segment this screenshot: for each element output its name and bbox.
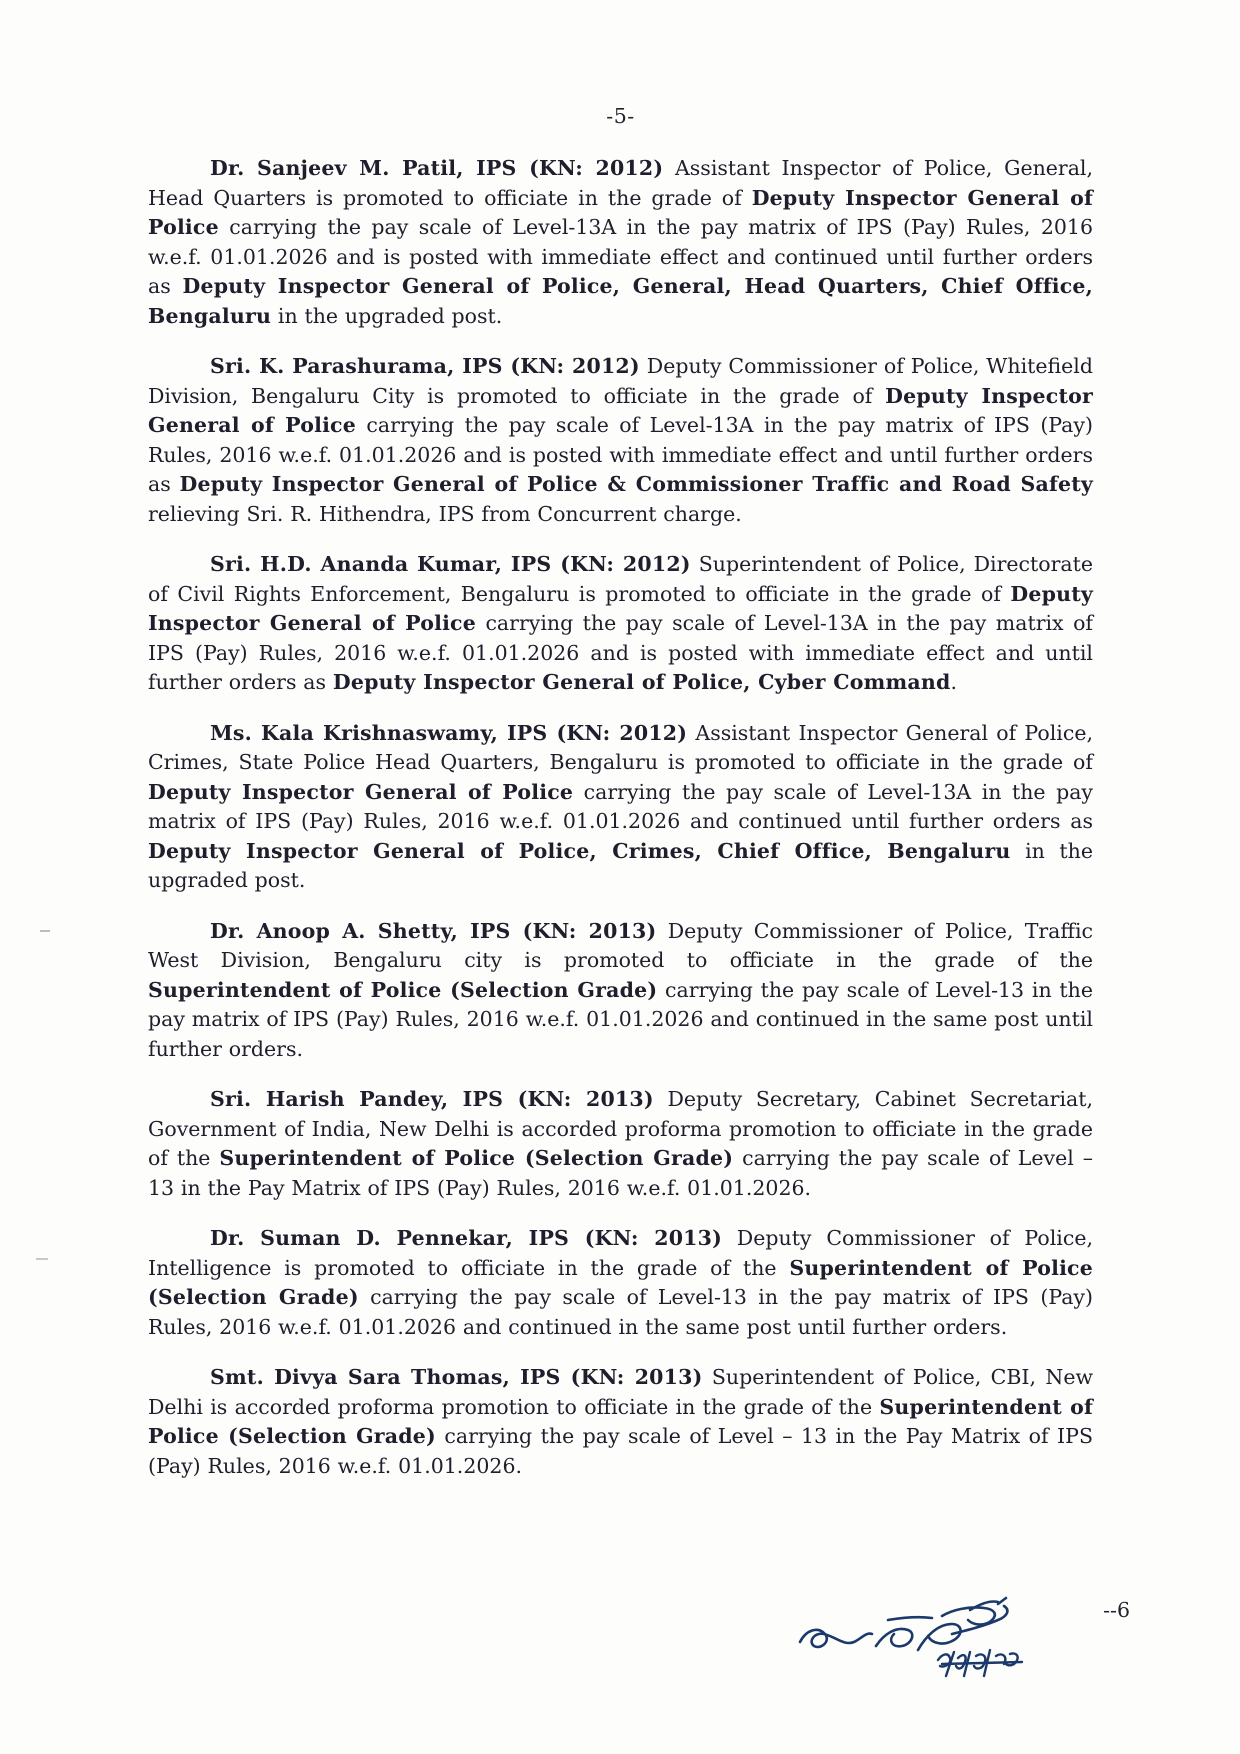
body-text: Deputy Commissioner of Police, Whitefield Division, Bengaluru City is promoted to officiate in the grade of bbox=[148, 354, 1093, 408]
scan-artifact-mark-2 bbox=[36, 1258, 48, 1260]
emphasis-text: Deputy Inspector General of Police bbox=[148, 383, 1093, 437]
emphasis-text: Superintendent of Police (Selection Grade) bbox=[219, 1146, 734, 1170]
emphasis-text: Superintendent of Police (Selection Grade) bbox=[148, 1394, 1093, 1448]
body-text: . bbox=[950, 670, 958, 694]
body-text: relieving Sri. R. Hithendra, IPS from Concurrent charge. bbox=[148, 501, 742, 526]
emphasis-text: Superintendent of Police (Selection Grade) bbox=[148, 977, 658, 1002]
emphasis-text: Deputy Inspector General of Police & Commissioner Traffic and Road Safety bbox=[179, 472, 1093, 496]
para-anoop-a-shetty bbox=[148, 917, 1093, 1065]
body-text: carrying the pay scale of Level-13 in the pay matrix of IPS (Pay) Rules, 2016 w.e.f. 01.01.2026 and continued in the same post until further orders. bbox=[148, 1285, 1093, 1339]
body-text: carrying the pay scale of Level – 13 in the Pay Matrix of IPS (Pay) Rules, 2016 w.e.f. 01.01.2026. bbox=[148, 1424, 1093, 1478]
handwritten-signature-icon bbox=[792, 1590, 1122, 1700]
emphasis-text: Sri. K. Parashurama, IPS (KN: 2012) bbox=[210, 354, 640, 378]
emphasis-text: Sri. Harish Pandey, IPS (KN: 2013) bbox=[210, 1087, 654, 1111]
page-number: -5- bbox=[606, 104, 635, 128]
body-text: Deputy Secretary, Cabinet Secretariat, Government of India, New Delhi is accorded proforma promotion to officiate in the grade of the bbox=[148, 1087, 1093, 1170]
emphasis-text: Smt. Divya Sara Thomas, IPS (KN: 2013) bbox=[210, 1365, 703, 1389]
scan-artifact-mark bbox=[40, 930, 50, 932]
emphasis-text: Dr. Suman D. Pennekar, IPS (KN: 2013) bbox=[210, 1226, 722, 1250]
signature-block bbox=[792, 1590, 1122, 1700]
para-kala-krishnaswamy bbox=[148, 719, 1093, 896]
emphasis-text: Dr. Sanjeev M. Patil, IPS (KN: 2012) bbox=[210, 156, 664, 180]
para-sanjeev-m-patil bbox=[148, 154, 1093, 331]
body-text: Deputy Commissioner of Police, Traffic West Division, Bengaluru city is promoted to officiate in the grade of the bbox=[148, 918, 1093, 972]
body-text: Superintendent of Police, Directorate of Civil Rights Enforcement, Bengaluru is promoted to officiate in the grade of bbox=[148, 552, 1093, 606]
emphasis-text: Deputy Inspector General of Police bbox=[148, 581, 1093, 635]
emphasis-text: Dr. Anoop A. Shetty, IPS (KN: 2013) bbox=[210, 918, 657, 943]
body-text: carrying the pay scale of Level-13A in the pay matrix of IPS (Pay) Rules, 2016 w.e.f. 01.01.2026 and is posted with immediate effect and continued until further orders as bbox=[148, 215, 1093, 298]
emphasis-text: Deputy Inspector General of Police, Crimes, Chief Office, Bengaluru bbox=[148, 838, 1011, 863]
document-body bbox=[148, 104, 1093, 1481]
emphasis-text: Deputy Inspector General of Police bbox=[148, 779, 574, 804]
body-text: in the upgraded post. bbox=[271, 303, 503, 328]
body-text: carrying the pay scale of Level-13 in the pay matrix of IPS (Pay) Rules, 2016 w.e.f. 01.01.2026 and continued in the same post until further orders. bbox=[148, 977, 1094, 1061]
emphasis-text: Deputy Inspector General of Police, Cyber Command bbox=[332, 670, 951, 694]
emphasis-text: Deputy Inspector General of Police bbox=[148, 185, 1094, 239]
body-text: carrying the pay scale of Level – 13 in the Pay Matrix of IPS (Pay) Rules, 2016 w.e.f. 01.01.2026. bbox=[148, 1146, 1093, 1200]
emphasis-text: Superintendent of Police (Selection Grade) bbox=[148, 1255, 1093, 1309]
body-text: carrying the pay scale of Level-13A in the pay matrix of IPS (Pay) Rules, 2016 w.e.f. 01.01.2026 and is posted with immediate effect and until further orders as bbox=[148, 611, 1094, 694]
body-text: carrying the pay scale of Level-13A in the pay matrix of IPS (Pay) Rules, 2016 w.e.f. 01.01.2026 and continued until further orders as bbox=[148, 779, 1093, 833]
body-text: Superintendent of Police, CBI, New Delhi is accorded proforma promotion to officiate in the grade of the bbox=[148, 1365, 1093, 1419]
body-text: in the upgraded post. bbox=[148, 838, 1093, 892]
body-text: carrying the pay scale of Level-13A in the pay matrix of IPS (Pay) Rules, 2016 w.e.f. 01.01.2026 and is posted with immediate effect and until further orders as bbox=[148, 413, 1093, 496]
body-text: Deputy Commissioner of Police, Intelligence is promoted to officiate in the grade of the bbox=[148, 1226, 1093, 1280]
para-hd-ananda-kumar bbox=[148, 550, 1093, 698]
next-page-marker: --6 bbox=[1103, 1598, 1130, 1622]
para-harish-pandey bbox=[148, 1085, 1093, 1203]
para-suman-d-pennekar bbox=[148, 1224, 1093, 1342]
para-k-parashurama bbox=[148, 352, 1093, 529]
emphasis-text: Sri. H.D. Ananda Kumar, IPS (KN: 2012) bbox=[210, 552, 691, 576]
emphasis-text: Deputy Inspector General of Police, General, Head Quarters, Chief Office, Bengaluru bbox=[148, 274, 1093, 328]
paragraph-list bbox=[148, 154, 1093, 1481]
body-text: Assistant Inspector General of Police, Crimes, State Police Head Quarters, Bengaluru is promoted to officiate in the grade of bbox=[148, 720, 1093, 774]
emphasis-text: Ms. Kala Krishnaswamy, IPS (KN: 2012) bbox=[210, 720, 688, 745]
body-text: Assistant Inspector of Police, General, Head Quarters is promoted to officiate in the grade of bbox=[148, 156, 1094, 210]
para-divya-sara-thomas bbox=[148, 1363, 1093, 1481]
